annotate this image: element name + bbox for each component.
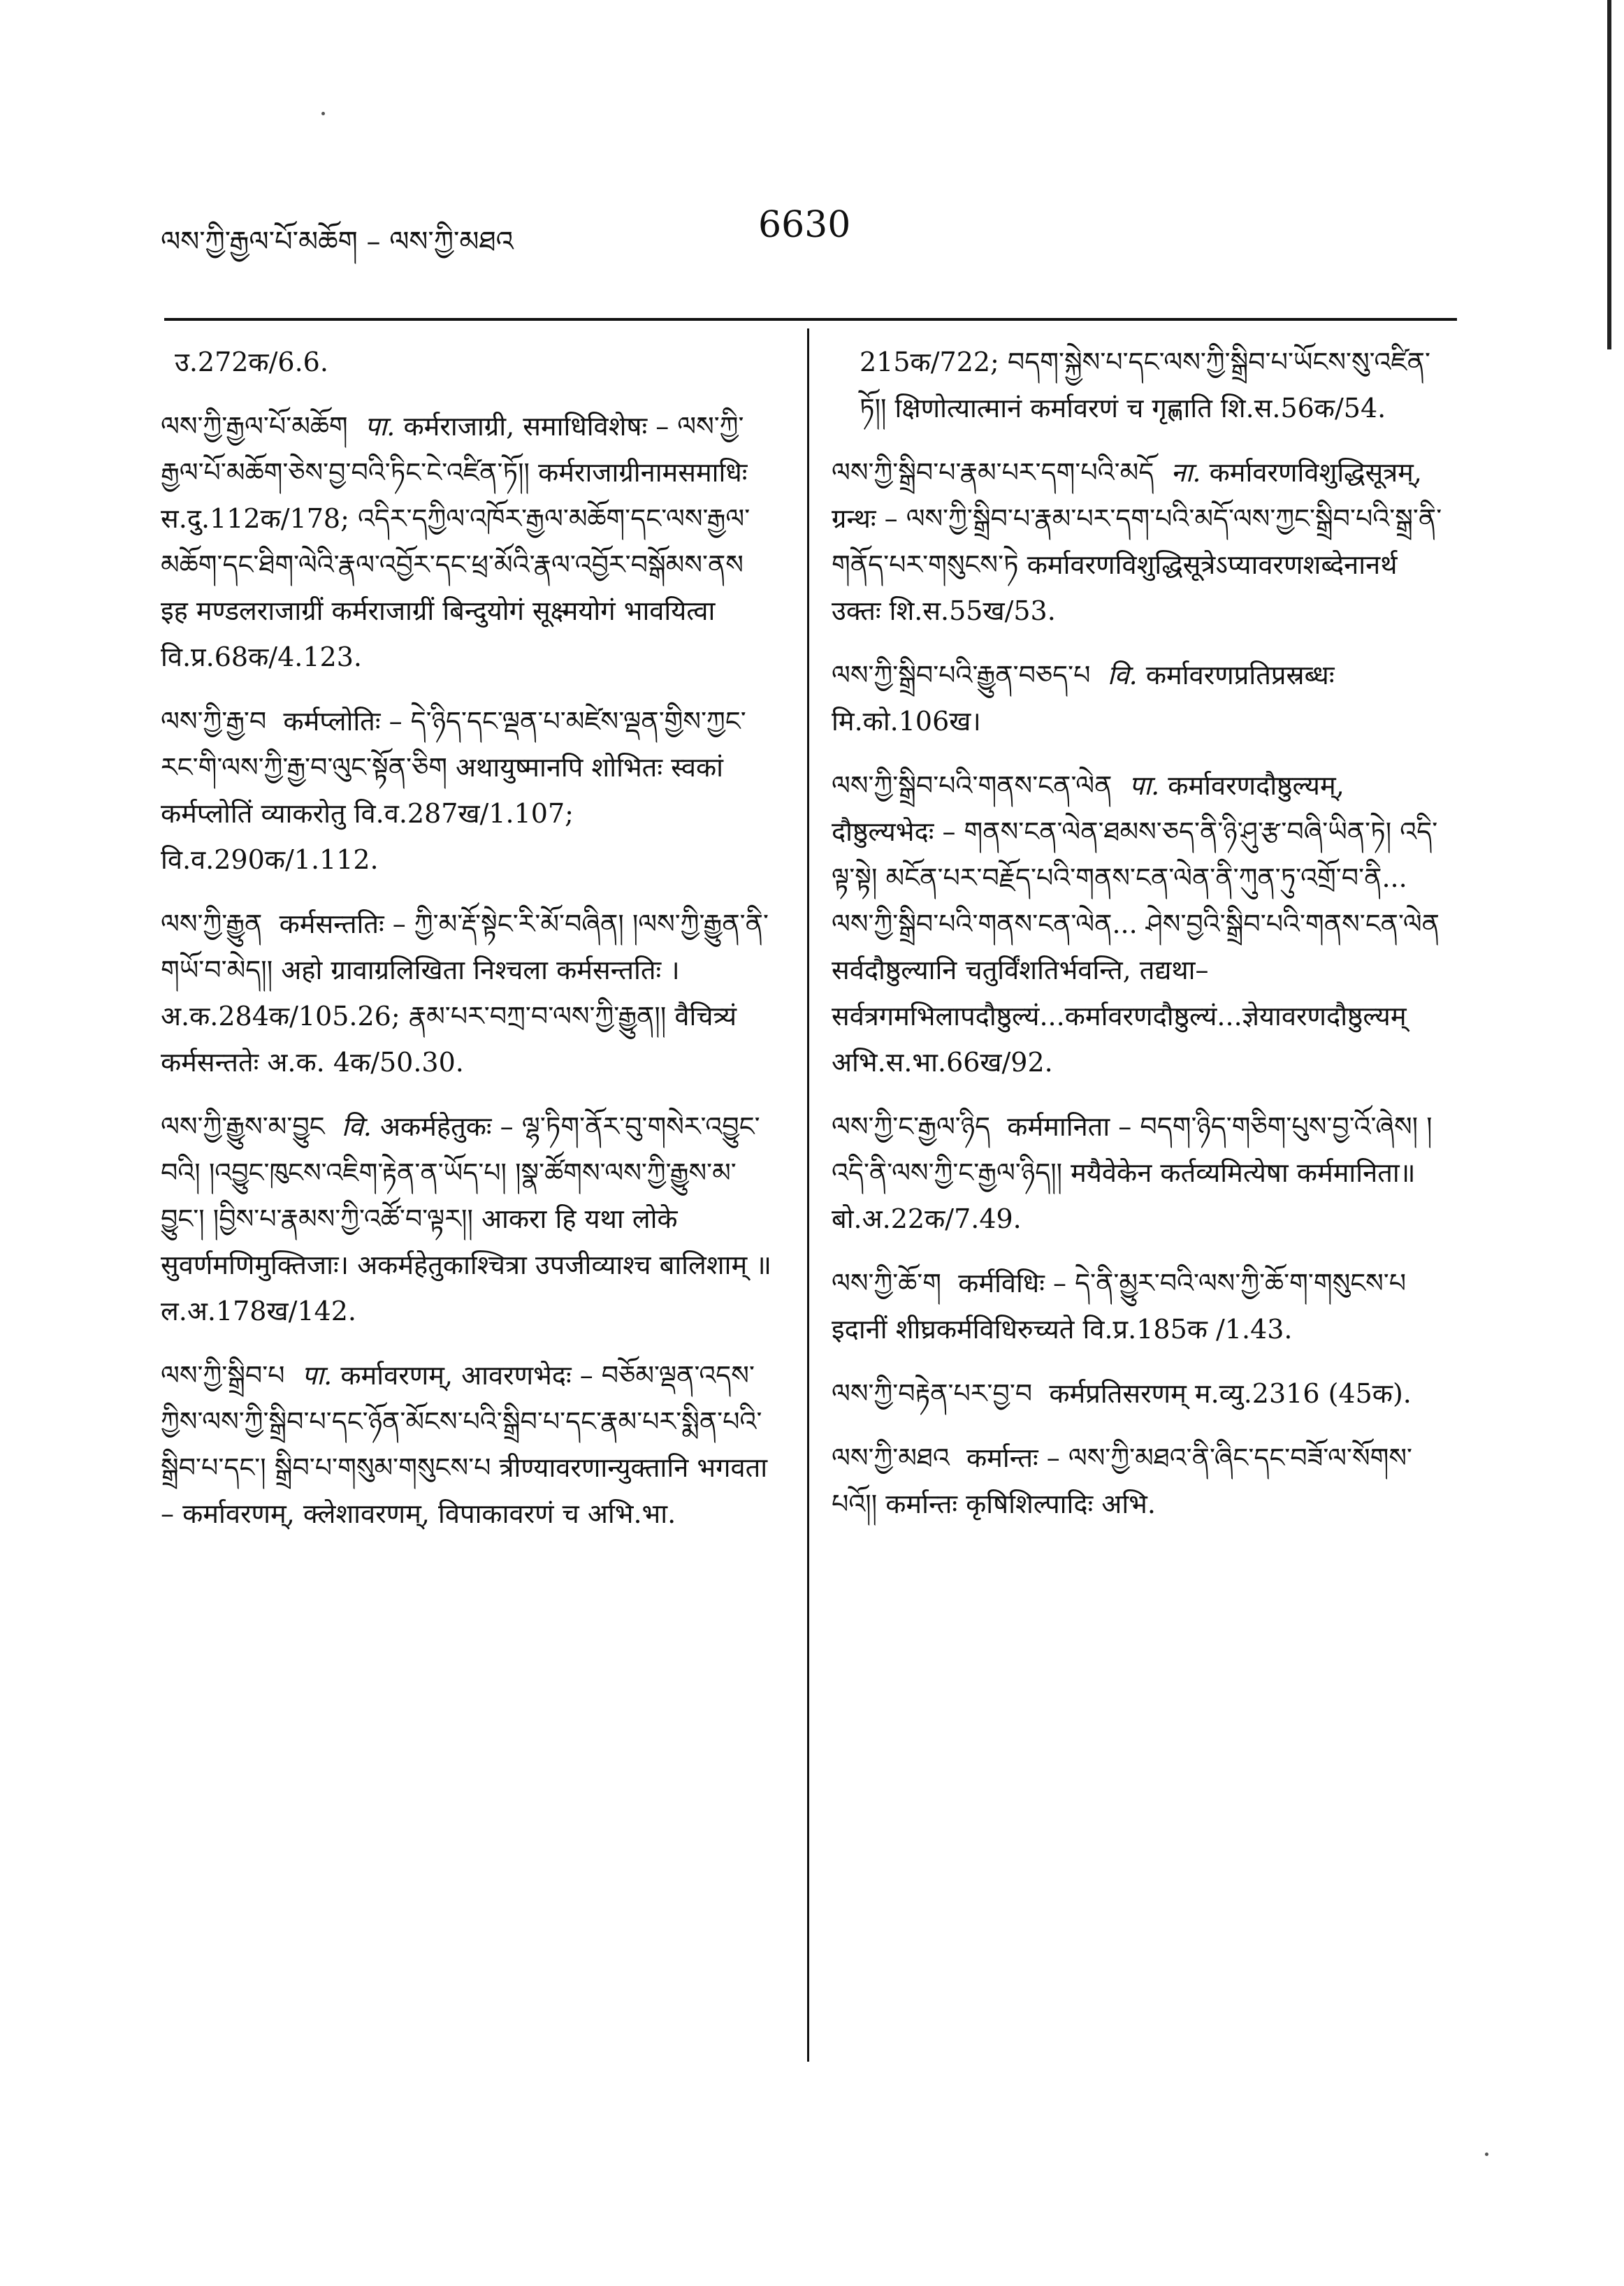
entry-grammar-tag: पा. [364, 411, 396, 442]
entry-grammar-tag: वि. [341, 1111, 372, 1142]
entry-body: कर्मप्लोतिः – དེ་ཉིད་དང་ལྡན་པ་མཛེས་ལྡན་གྱིས་ཀྱང་རང་གི་ལས་ཀྱི་རྒྱ་བ་ལུང་སྟོན་ཅིག अथायुष्मानपि शोभितः स्वकां कर्मप्लोतिं व्याकरोतु वि.व.287ख/1.107; वि.व.290क/1.112. [161, 706, 746, 875]
entry-headword: ལས་ཀྱི་ང་རྒྱལ་ཉིད [832, 1111, 991, 1142]
entry-grammar-tag: वि. [1107, 660, 1138, 690]
entry-body: कर्मान्तः – ལས་ཀྱི་མཐའ་ནི་ཞིང་དང་བཟོ་ལ་སོགས་པའོ།། कर्मान्तः कृषिशिल्पादिः अभि. [832, 1442, 1413, 1519]
entry-body: कर्मप्रतिसरणम् म.व्यु.2316 (45क). [1049, 1378, 1412, 1409]
page-number: 6630 [758, 204, 851, 246]
dictionary-entry [161, 1352, 776, 1537]
entry-headword: ལས་ཀྱི་རྒྱ་བ [161, 706, 267, 737]
dictionary-entry [832, 1104, 1447, 1242]
entry-headword: ལས་ཀྱི་རྒྱལ་པོ་མཆོག [161, 411, 348, 442]
dictionary-entry [832, 762, 1447, 1085]
dictionary-entry [161, 1104, 776, 1334]
dictionary-entry [832, 1435, 1447, 1527]
entry-body: कर्मसन्ततिः – ཀྱི་མ་རྡོ་སྟེང་རི་མོ་བཞིན། །ལས་ཀྱི་རྒྱུན་ནི་གཡོ་བ་མེད།། अहो ग्रावाग्रलिखिता निश्चला कर्मसन्ततिः । अ.क.284क/105.26; རྣམ་པར་བཀྲ་བ་ལས་ཀྱི་རྒྱུན།། वैचित्र्यं कर्मसन्ततेः अ.क. 4क/50.30. [161, 909, 769, 1078]
entry-grammar-tag: पा. [301, 1360, 333, 1391]
entry-headword: ལས་ཀྱི་ཆོ་ག [832, 1268, 941, 1298]
entry-body: कर्मावरणविशुद्धिसूत्रम्, ग्रन्थः – ལས་ཀྱི་སྒྲིབ་པ་རྣམ་པར་དག་པའི་མདོ་ལས་ཀྱང་སྒྲིབ་པའི་སྒྲ་ནི་གནོད་པར་གསུངས་ཏེ कर्मावरणविशुद्धिसूत्रेऽप्यावरणशब्देनानर्थ उक्तः शि.स.55ख/53. [832, 457, 1442, 626]
entry-grammar-tag: ना. [1170, 457, 1201, 488]
entry-body: कर्मविधिः – དེ་ནི་མྱུར་བའི་ལས་ཀྱི་ཆོ་ག་གསུངས་པ इदानीं शीघ्रकर्मविधिरुच्यते वि.प्र.185क /1.43. [832, 1268, 1407, 1345]
entry-headword: ལས་ཀྱི་རྒྱུས་མ་བྱུང [161, 1111, 325, 1142]
entry-headword: ལས་ཀྱི་སྒྲིབ་པའི་གནས་ངན་ལེན [832, 770, 1112, 801]
dictionary-entry [832, 652, 1447, 744]
page-edge-mark [1607, 0, 1611, 349]
dictionary-entry [832, 1260, 1447, 1352]
entry-grammar-tag: पा. [1129, 770, 1160, 801]
entry-headword: ལས་ཀྱི་སྒྲིབ་པ་རྣམ་པར་དག་པའི་མདོ [832, 457, 1154, 488]
dictionary-entry [832, 449, 1447, 634]
entry-body: अकर्महेतुकः – ལྷ་ཏིག་ནོར་བུ་གསེར་འབྱུང་བའི། །འབྱུང་ཁུངས་འཇིག་རྟེན་ན་ཡོད་པ། །སྣ་ཚོགས་ལས་ཀྱི་རྒྱུས་མ་བྱུང་། །བྱིས་པ་རྣམས་ཀྱི་འཚོ་བ་ལྟར།། आकरा हि यथा लोके सुवर्णमणिमुक्तिजाः। अकर्महेतुकाश्चित्रा उपजीव्याश्च बालिशाम् ॥ ल.अ.178ख/142. [161, 1111, 772, 1326]
scan-speck [1485, 2153, 1488, 2156]
entry-headword: ལས་ཀྱི་སྒྲིབ་པའི་རྒྱུན་བཅད་པ [832, 660, 1091, 690]
entry-body: कर्ममानिता – བདག་ཉིད་གཅིག་པུས་བྱ་འོ་ཞེས། །འདི་ནི་ལས་ཀྱི་ང་རྒྱལ་ཉིད།། मयैवेकेन कर्तव्यमित्येषा कर्ममानिता॥ बो.अ.22क/7.49. [832, 1111, 1433, 1234]
left-column [161, 339, 776, 1555]
entry-body: कर्मावरणदौष्ठुल्यम्, दौष्ठुल्यभेदः – གནས་ངན་ལེན་ཐམས་ཅད་ནི་ཉི་ཤུ་རྩ་བཞི་ཡིན་ཏེ། འདི་ལྟ་སྟེ། མངོན་པར་བརྗོད་པའི་གནས་ངན་ལེན་ནི་ཀུན་ཏུ་འགྲོ་བ་ནི... ལས་ཀྱི་སྒྲིབ་པའི་གནས་ངན་ལེན... ཤེས་བྱའི་སྒྲིབ་པའི་གནས་ངན་ལེན सर्वदौष्ठुल्यानि चतुर्विंशतिर्भवन्ति, तद्यथा–सर्वत्रगमभिलापदौष्ठुल्यं...कर्मावरणदौष्ठुल्यं...ज्ञेयावरणदौष्ठुल्यम् अभि.स.भा.66ख/92. [832, 770, 1440, 1078]
entry-body: कर्मावरणप्रतिप्रस्रब्धः मि.को.106ख। [832, 660, 1335, 737]
running-head: ལས་ཀྱི་རྒྱལ་པོ་མཆོག – ལས་ཀྱི་མཐའ [161, 226, 514, 258]
scan-speck [321, 112, 325, 115]
header-rule [164, 318, 1457, 321]
entry-body: कर्मावरणम्, आवरणभेदः – བཅོམ་ལྡན་འདས་ཀྱིས་ལས་ཀྱི་སྒྲིབ་པ་དང་ཉོན་མོངས་པའི་སྒྲིབ་པ་དང་རྣམ་པར་སྨིན་པའི་སྒྲིབ་པ་དང་། སྒྲིབ་པ་གསུམ་གསུངས་པ त्रीण्यावरणान्युक्तानि भगवता – कर्मावरणम्, क्लेशावरणम्, विपाकावरणं च अभि.भा. [161, 1360, 768, 1529]
entry-headword: ལས་ཀྱི་སྒྲིབ་པ [161, 1360, 285, 1391]
dictionary-entry [161, 901, 776, 1085]
entry-body: कर्मराजाग्री, समाधिविशेषः – ལས་ཀྱི་རྒྱལ་པོ་མཆོག་ཅེས་བྱ་བའི་ཏིང་ངེ་འཛིན་ཏོ།། कर्मराजाग्रीनामसमाधिः स.दु.112क/178; འདིར་དཀྱིལ་འཁོར་རྒྱལ་མཆོག་དང་ལས་རྒྱལ་མཆོག་དང་ཐིག་ལེའི་རྣལ་འབྱོར་དང་ཕྲ་མོའི་རྣལ་འབྱོར་བསྒོམས་ནས इह मण्डलराजाग्रीं कर्मराजाग्रीं बिन्दुयोगं सूक्ष्मयोगं भावयित्वा वि.प्र.68क/4.123. [161, 411, 751, 672]
entry-headword: ལས་ཀྱི་མཐའ [832, 1442, 950, 1473]
entry-headword: ལས་ཀྱི་བརྟེན་པར་བྱ་བ [832, 1378, 1033, 1409]
dictionary-entry [161, 698, 776, 883]
continuation-text: उ.272क/6.6. [175, 347, 328, 377]
right-column [832, 339, 1447, 1545]
continuation-text: 215क/722; བདག་སྐྱེས་པ་དང་ལས་ཀྱི་སྒྲིབ་པ་ཡོངས་སུ་འཛིན་ཏོ།། क्षिणोत्यात्मानं कर्मावरणं च गृह्णाति शि.स.56क/54. [860, 347, 1430, 424]
column-divider [807, 328, 809, 2062]
dictionary-entry [832, 1370, 1447, 1417]
dictionary-entry [161, 403, 776, 680]
entry-headword: ལས་ཀྱི་རྒྱུན [161, 909, 263, 939]
